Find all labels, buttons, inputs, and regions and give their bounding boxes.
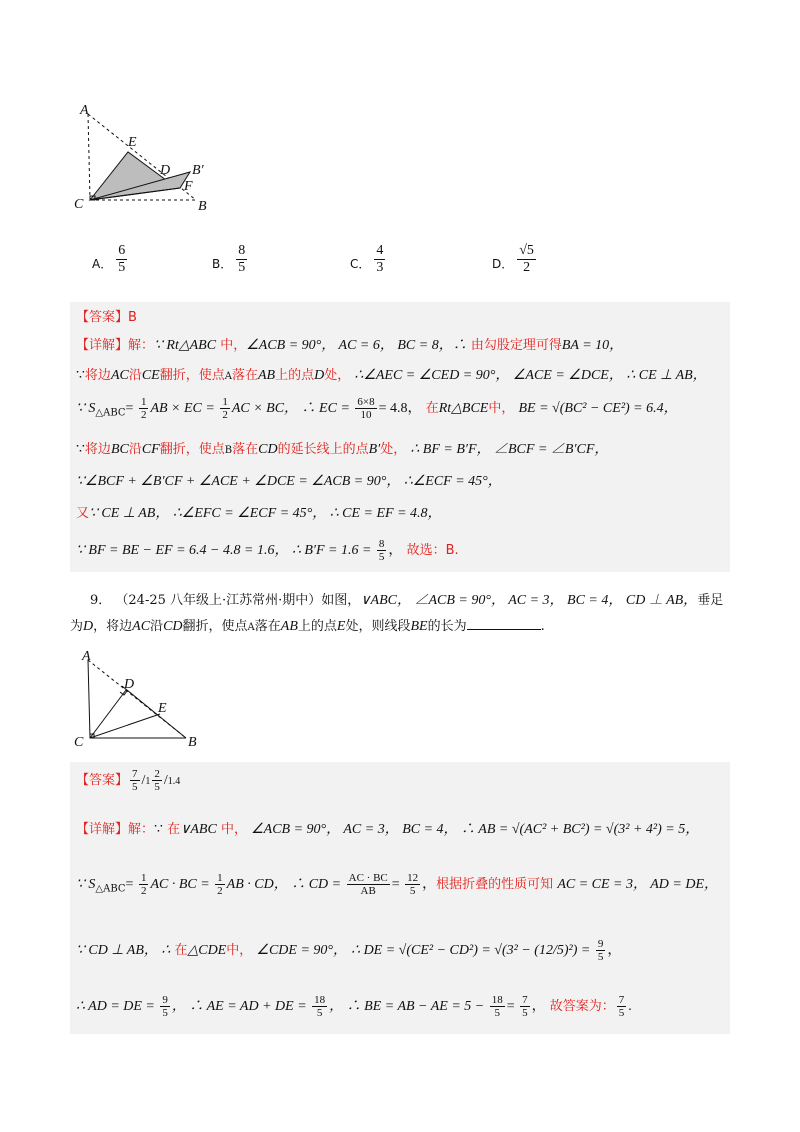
label-A: A	[80, 103, 89, 118]
label-D: D	[160, 163, 171, 178]
label-C: C	[74, 197, 84, 212]
label-B: B	[198, 199, 207, 214]
figure-2-diagram	[70, 648, 210, 748]
answer-box-2: 【答案】 $\frac{7}{5}$ /1 $\frac{2}{5}$ /1.4 【详解】解：∵ 在∨ABC 中， ∠ACB = 90°， AC = 3， BC = 4， ∴ AB = √(AC² + BC²) = √(3² + 4²) = 5， ∵ $S_{\triangle ABC}=$ $\frac{1}{2}$ AC · BC = $\frac{1}{2}$ AB · CD， ∴ CD = $\frac{AC \cdot BC}{AB}$ = $\frac{12}{5}$ ，根据折叠的性质可知 AC = CE = 3， AD = DE， ∵ CD ⊥ AB， ∴ 在△CDE中， ∠CDE = 90°， ∴ DE = √(CE² − CD²) = √(3² − (12/5)²) = $\frac{9}{5}$ ， ∴ AD = DE = $\frac{9}{5}$ ， ∴ AE = AD + DE = $\frac{18}{5}$ ， ∴ BE = AB − AE = 5 − $\frac{18}{5}$ = $\frac{7}{5}$ ， 故答案为： $\frac{7}{5}$ .	[70, 762, 730, 1034]
choice-a[interactable]: A． $\frac{6}{5}$	[92, 243, 126, 275]
label-E: E	[158, 701, 167, 716]
label-F: F	[184, 179, 193, 194]
answer-blank[interactable]	[467, 615, 541, 630]
answer-box-1: 【答案】B 【详解】解：∵ Rt△ABC 中，∠ACB = 90°， AC = 6， BC = 8，∴ 由勾股定理可得BA = 10， ∵将边AC沿CE翻折，使点A落在AB上的点D处， ∴∠AEC = ∠CED = 90°， ∠ACE = ∠DCE， ∴ CE ⊥ AB， ∵ $S_{\triangle ABC}=$ $\frac{1}{2}$ AB × EC = $\frac{1}{2}$ AC × BC， ∴ EC = $\frac{6\times 8}{10}$ = 4.8， 在Rt△BCE中， BE = √(BC² − CE²) = 6.4， ∵将边BC沿CF翻折，使点B落在CD的延长线上的点B′处， ∴ BF = B′F， ∠BCF = ∠B′CF， ∵∠BCF + ∠B′CF + ∠ACE + ∠DCE = ∠ACB = 90°， ∴∠ECF = 45°， 又∵ CE ⊥ AB， ∴∠EFC = ∠ECF = 45°， ∴ CE = EF = 4.8， ∵ BF = BE − EF = 6.4 − 4.8 = 1.6， ∴ B′F = 1.6 = $\frac{8}{5}$ ， 故选：B.	[70, 302, 730, 572]
label-C: C	[74, 735, 84, 748]
line-ac	[88, 114, 90, 200]
label-A: A	[82, 649, 91, 664]
label-B: B	[188, 735, 197, 748]
label-E: E	[128, 135, 137, 150]
figure-1-diagram	[70, 100, 220, 218]
answer-tag: 【答案】B	[76, 310, 137, 325]
question-9: 9． （24-25 八年级上·江苏常州·期中）如图，∨ABC， ∠ACB = 90°， AC = 3， BC = 4， CD ⊥ AB，垂足 为D，将边AC沿CD翻折，使点A落在AB上的点E处，则线段BE的长为 .	[70, 593, 724, 634]
choice-c[interactable]: C． $\frac{4}{3}$	[350, 243, 384, 275]
detail-tag: 【详解】解：	[76, 338, 155, 353]
label-D: D	[124, 677, 135, 692]
answer-choices	[92, 232, 612, 276]
choice-b[interactable]: B． $\frac{8}{5}$	[212, 243, 246, 275]
label-B-prime: B′	[192, 163, 204, 178]
choice-d[interactable]: D． $\frac{√5}{2}$	[492, 243, 534, 275]
answer-tag: 【答案】	[76, 773, 129, 788]
detail-tag: 【详解】解：	[76, 822, 155, 837]
